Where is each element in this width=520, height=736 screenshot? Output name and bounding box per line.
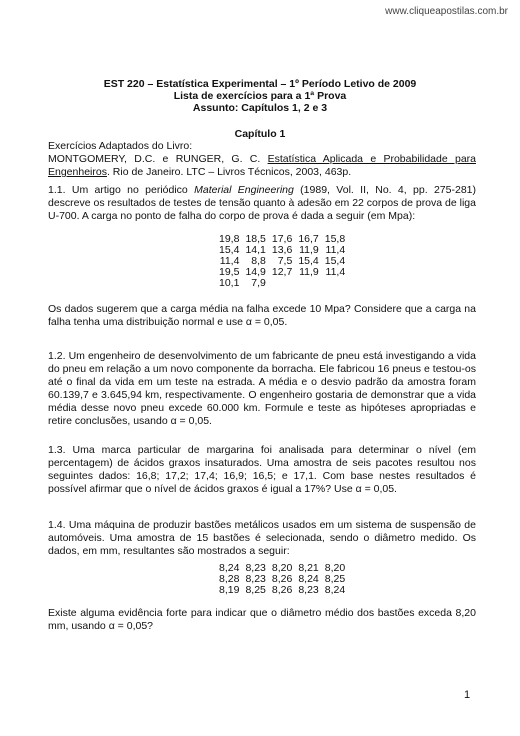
ex1-data-cell: 14,1 xyxy=(245,244,266,256)
ex1-data-cell: 19,5 xyxy=(219,266,240,278)
ex4-data-cell: 8,25 xyxy=(324,573,346,585)
ex4-data-cell: 8,25 xyxy=(245,584,266,596)
ex1-data-cell: 8,8 xyxy=(251,255,266,267)
book-publisher: . Rio de Janeiro. LTC – Livros Técnicos, 2003, 463p. xyxy=(106,166,352,178)
ex4-data-row xyxy=(216,585,348,596)
ex1-data-cell: 14,9 xyxy=(245,266,266,278)
watermark-url: www.cliqueapostilas.com.br xyxy=(385,6,508,17)
book-title: Estatística Aplicada e Probabilidade para Engenheiros xyxy=(48,153,476,178)
exercise-1-text xyxy=(48,184,476,223)
subject-line: Assunto: Capítulos 1, 2 e 3 xyxy=(192,102,328,114)
ex4-data-cell: 8,28 xyxy=(219,573,240,585)
ex4-data-cell: 8,26 xyxy=(271,573,293,585)
ex4-data-cell: 8,20 xyxy=(271,562,293,574)
ex1-data-cell: 12,7 xyxy=(271,266,293,278)
book-reference xyxy=(48,153,476,179)
ex4-data-cell: 8,26 xyxy=(271,584,293,596)
ex4-data-cell: 8,19 xyxy=(219,584,240,596)
ex1-data-cell: 7,5 xyxy=(277,255,293,267)
exercise-4-text: 1.4. Uma máquina de produzir bastões metálicos usados em um sistema de suspensão de automóveis. Uma amostra de 15 bastões é selecionada, sendo o diâmetro medido. Os dados, em mm, resultantes são mostrados a seguir: xyxy=(48,519,476,557)
exercise-2-text: 1.2. Um engenheiro de desenvolvimento de um fabricante de pneu está investigando a vida do pneu em relação a um novo componente da borracha. Ele fabricou 16 pneus e testou-os até o final da vida em um teste na estrada. A média e o desvio padrão da amostra foram 60.139,7 e 3.645,94 km, respectivamente. O engenheiro gostaria de demonstrar que a vida média desse novo pneu excede 60.000 km. Formule e teste as hipóteses apropriadas e retire conclusões, usando α = 0,05. xyxy=(48,350,476,427)
exercise-1-question: Os dados sugerem que a carga média na falha excede 10 Mpa? Considere que a carga na falha tenha uma distribuição normal e use α = 0,05. xyxy=(48,303,476,328)
ex1-data-cell: 7,9 xyxy=(251,277,266,289)
exercise-4-question: Existe alguma evidência forte para indicar que o diâmetro médio dos bastões exceda 8,20 mm, usando α = 0,05? xyxy=(48,607,476,632)
exercise-3-text: 1.3. Uma marca particular de margarina foi analisada para determinar o nível (em percentagem) de ácidos graxos insaturados. Uma amostra de seis pacotes resultou nos seguintes dados: 16,8; 17,2; 17,4; 16,9; 16,5; e 17,1. Com base nestes resultados é possível afirmar que o nível de ácidos graxos é igual a 17%? Use α = 0,05. xyxy=(48,444,476,495)
ex1-intro: 1.1. Um artigo no periódico xyxy=(48,184,195,196)
ex1-data-cell: 15,4 xyxy=(219,244,240,256)
ex1-description: (1989, Vol. II, No. 4, pp. 275-281) descreve os resultados de testes de tensão quanto à adesão em 22 corpos de prova de liga U-700. A carga no ponto de falha do corpo de prova é dada a seguir (em Mpa): xyxy=(48,184,476,222)
ex4-data-cell: 8,23 xyxy=(245,573,266,585)
chapter-heading: Capítulo 1 xyxy=(234,128,286,140)
ex1-data-cell xyxy=(295,278,321,289)
ex1-data-cell: 11,4 xyxy=(325,266,346,278)
ex1-data-table xyxy=(216,234,348,289)
ex4-data-cell: 8,24 xyxy=(219,562,240,574)
document-header xyxy=(0,78,520,114)
ex1-data-cell: 15,4 xyxy=(298,255,319,267)
ex4-data-cell: 8,21 xyxy=(298,562,319,574)
list-title: Lista de exercícios para a 1ª Prova xyxy=(173,90,347,102)
ex1-data-cell: 11,4 xyxy=(325,244,346,256)
ex1-data-row xyxy=(216,278,348,289)
book-authors: MONTGOMERY, D.C. e RUNGER, G. C. xyxy=(48,153,268,165)
course-title: EST 220 – Estatística Experimental – 1º Período Letivo de 2009 xyxy=(103,78,417,90)
ex1-data-cell: 11,4 xyxy=(219,255,240,267)
ex1-data-cell: 17,6 xyxy=(271,233,293,245)
journal-name: Material Engineering xyxy=(194,184,294,196)
ex4-data-cell: 8,24 xyxy=(298,573,319,585)
ex1-data-cell: 13,6 xyxy=(271,244,293,256)
ex1-data-cell: 19,8 xyxy=(219,233,240,245)
ex4-data-cell: 8,23 xyxy=(298,584,319,596)
ex4-data-cell: 8,24 xyxy=(324,584,346,596)
ex4-data-table xyxy=(216,563,348,596)
ex1-data-cell: 16,7 xyxy=(298,233,319,245)
ex1-data-cell: 10,1 xyxy=(219,277,240,289)
ex4-data-cell: 8,23 xyxy=(245,562,266,574)
ex1-data-cell xyxy=(269,278,295,289)
ex1-data-cell: 11,9 xyxy=(299,266,319,278)
ex1-data-cell: 11,9 xyxy=(299,244,319,256)
ex1-data-cell: 18,5 xyxy=(245,233,266,245)
intro-block xyxy=(48,140,476,179)
intro-line: Exercícios Adaptados do Livro: xyxy=(48,140,193,152)
ex4-data-cell: 8,20 xyxy=(324,562,346,574)
ex1-data-cell xyxy=(322,278,348,289)
ex1-data-cell: 15,4 xyxy=(324,255,346,267)
ex1-data-cell: 15,8 xyxy=(324,233,346,245)
page-number: 1 xyxy=(464,689,471,701)
